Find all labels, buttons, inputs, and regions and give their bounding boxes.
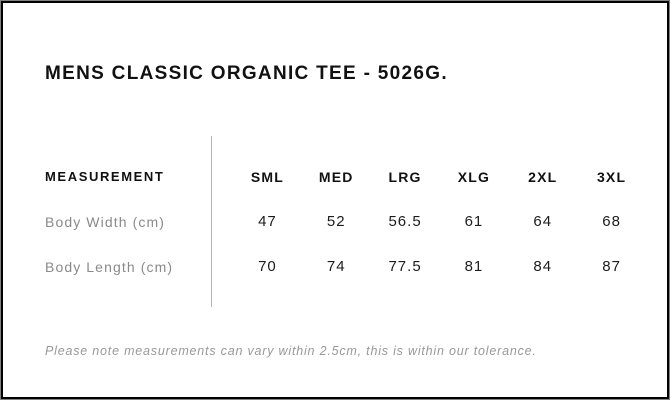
tolerance-note: Please note measurements can vary within 2.5cm, this is within our tolerance. [45,344,537,358]
page-title: MENS CLASSIC ORGANIC TEE - 5026G. [45,62,448,84]
row-label-body-width: Body Width (cm) [45,213,165,230]
cell-body-width-med: 52 [326,213,346,230]
size-table [45,154,646,289]
cell-body-width-2xl: 64 [533,213,553,230]
cell-body-width-sml: 47 [258,213,277,230]
size-column-header-xlg: XLG [457,168,491,185]
cell-body-width-lrg: 56.5 [388,213,422,230]
size-column-header-med: MED [318,168,354,185]
size-column-header-lrg: LRG [388,168,422,185]
size-column-header-2xl: 2XL [528,168,558,185]
cell-body-length-med: 74 [326,258,346,275]
row-label-body-length: Body Length (cm) [45,258,174,275]
cell-body-length-3xl: 87 [602,258,621,275]
cell-body-length-lrg: 77.5 [388,258,422,275]
size-column-header-sml: SML [250,168,284,185]
measurement-column-header: MEASUREMENT [45,169,165,184]
cell-body-length-2xl: 84 [533,258,553,275]
cell-body-length-sml: 70 [258,258,277,275]
cell-body-length-xlg: 81 [464,258,484,275]
cell-body-width-xlg: 61 [464,213,484,230]
cell-body-width-3xl: 68 [602,213,621,230]
size-column-header-3xl: 3XL [596,168,627,185]
